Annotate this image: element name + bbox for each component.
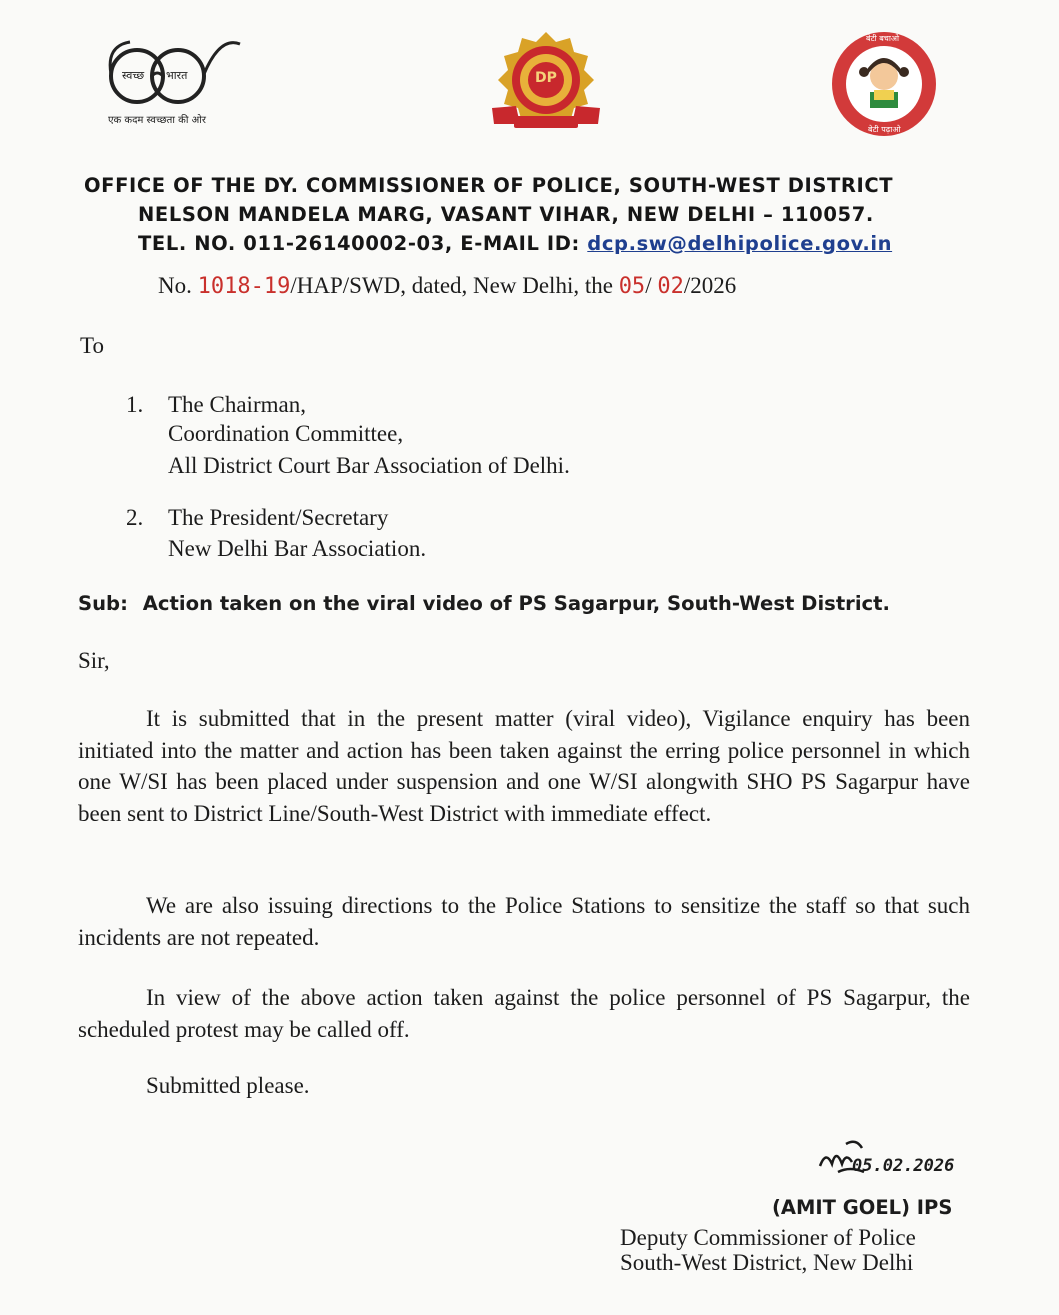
ref-month-handwritten: 02 [657,274,684,299]
recipient-2-num: 2. [126,505,144,530]
signature-date: 05.02.2026 [852,1156,955,1176]
recipient-1-line-2: Coordination Committee, [168,421,404,446]
recipient-1-line-1: The Chairman, [168,392,306,417]
beti-bachao-text: बेटी बचाओ [866,34,900,43]
recipient-1-num: 1. [126,392,144,417]
ref-middle: /HAP/SWD, dated, New Delhi, the [290,273,613,298]
closing-line: Submitted please. [146,1073,310,1098]
ref-slash: / [645,273,652,298]
subject-line [78,592,890,615]
tel-email-prefix: TEL. NO. 011-26140002-03, E-MAIL ID: [138,232,580,255]
delhi-police-badge [486,28,606,138]
ref-day-handwritten: 05 [618,274,646,299]
paragraph-2: We are also issuing directions to the Police Stations to sensitize the staff so that such incidents are not repeated. [78,893,970,950]
bharat-text: भारत [166,69,188,82]
paragraph-3: In view of the above action taken against the police personnel of PS Sagarpur, the scheduled protest may be called off. [78,985,970,1042]
letterhead-line-3 [138,232,892,255]
recipient-2-line-2: New Delhi Bar Association. [168,536,427,561]
swachh-caption: एक कदम स्वच्छता की ओर [108,115,206,126]
to-label: To [80,333,104,358]
ref-number-handwritten: 1018-19 [197,274,291,299]
subject-text: Action taken on the viral video of PS Sagarpur, South-West District. [142,592,890,615]
letterhead-line-1: OFFICE OF THE DY. COMMISSIONER OF POLICE, SOUTH-WEST DISTRICT [84,174,894,197]
beti-bachao-logo [828,28,940,140]
reference-line [158,270,736,303]
swachh-bharat-logo [100,26,260,136]
recipient-1-line-3: All District Court Bar Association of Delhi. [168,453,570,478]
ref-prefix: No. [158,273,192,298]
letterhead-line-2: NELSON MANDELA MARG, VASANT VIHAR, NEW DELHI – 110057. [138,203,874,226]
subject-label: Sub: [78,592,128,615]
email-link[interactable]: dcp.sw@delhipolice.gov.in [587,232,893,255]
handwritten-signature [816,1136,996,1184]
badge-initials: DP [535,70,557,86]
swachh-text: स्वच्छ [122,69,145,82]
beti-padhao-text: बेटी पढ़ाओ [868,125,901,134]
signatory-office: South-West District, New Delhi [620,1250,914,1275]
salutation: Sir, [78,648,110,673]
recipient-2-line-1: The President/Secretary [168,505,389,530]
paragraph-1: It is submitted that in the present matter (viral video), Vigilance enquiry has been initiated into the matter and action has been taken against the erring police personnel in which one W/SI has been placed under suspension and one W/SI alongwith SHO PS Sagarpur have been sent to District Line/South-West District with immediate effect. [78,706,970,826]
signatory-title: Deputy Commissioner of Police [620,1225,916,1250]
signatory-name: (AMIT GOEL) IPS [772,1196,953,1219]
ref-year: /2026 [683,273,737,298]
